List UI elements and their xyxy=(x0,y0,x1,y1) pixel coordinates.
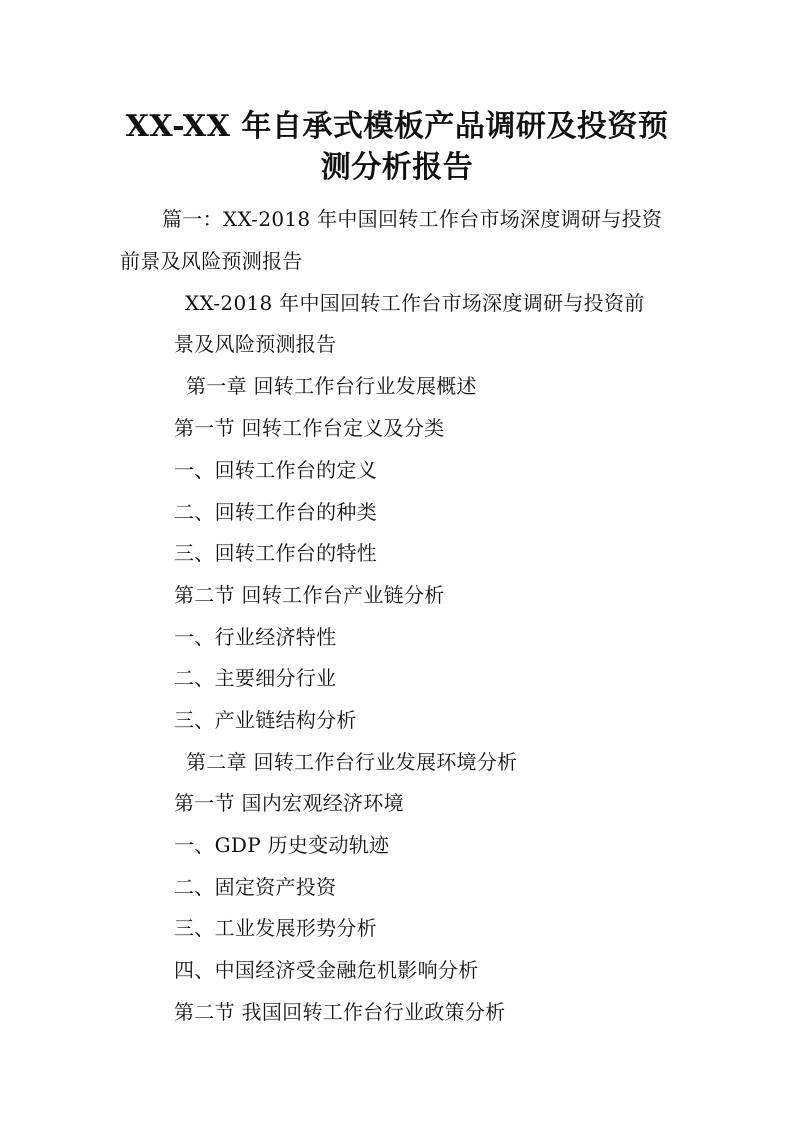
toc-chapter-1: 第一章 回转工作台行业发展概述 xyxy=(186,374,477,398)
toc-item: 四、中国经济受金融危机影响分析 xyxy=(174,958,479,982)
toc-section: 第二节 回转工作台产业链分析 xyxy=(174,583,445,607)
toc-item: 二、回转工作台的种类 xyxy=(174,500,377,524)
toc-item: 一、行业经济特性 xyxy=(174,625,337,649)
toc-item: 一、GDP 历史变动轨迹 xyxy=(174,833,390,857)
report-subtitle-line-1: XX-2018 年中国回转工作台市场深度调研与投资前 xyxy=(185,291,645,315)
toc-section: 第二节 我国回转工作台行业政策分析 xyxy=(174,1000,506,1024)
report-subtitle-line-2: 景及风险预测报告 xyxy=(174,332,337,356)
document-title-line-2: 测分析报告 xyxy=(320,150,474,185)
document-title-line-1: XX-XX 年自承式模板产品调研及投资预 xyxy=(125,109,669,144)
toc-item: 三、工业发展形势分析 xyxy=(174,916,377,940)
toc-chapter-2: 第二章 回转工作台行业发展环境分析 xyxy=(186,750,518,774)
section-heading-line-2: 前景及风险预测报告 xyxy=(120,249,303,273)
toc-section: 第一节 国内宏观经济环境 xyxy=(174,791,404,815)
toc-item: 一、回转工作台的定义 xyxy=(174,458,377,482)
toc-item: 二、固定资产投资 xyxy=(174,875,337,899)
toc-item: 三、回转工作台的特性 xyxy=(174,541,377,565)
toc-item: 二、主要细分行业 xyxy=(174,666,337,690)
toc-item: 三、产业链结构分析 xyxy=(174,708,357,732)
toc-section: 第一节 回转工作台定义及分类 xyxy=(174,416,445,440)
section-heading-line-1: 篇一：XX-2018 年中国回转工作台市场深度调研与投资 xyxy=(162,207,663,231)
